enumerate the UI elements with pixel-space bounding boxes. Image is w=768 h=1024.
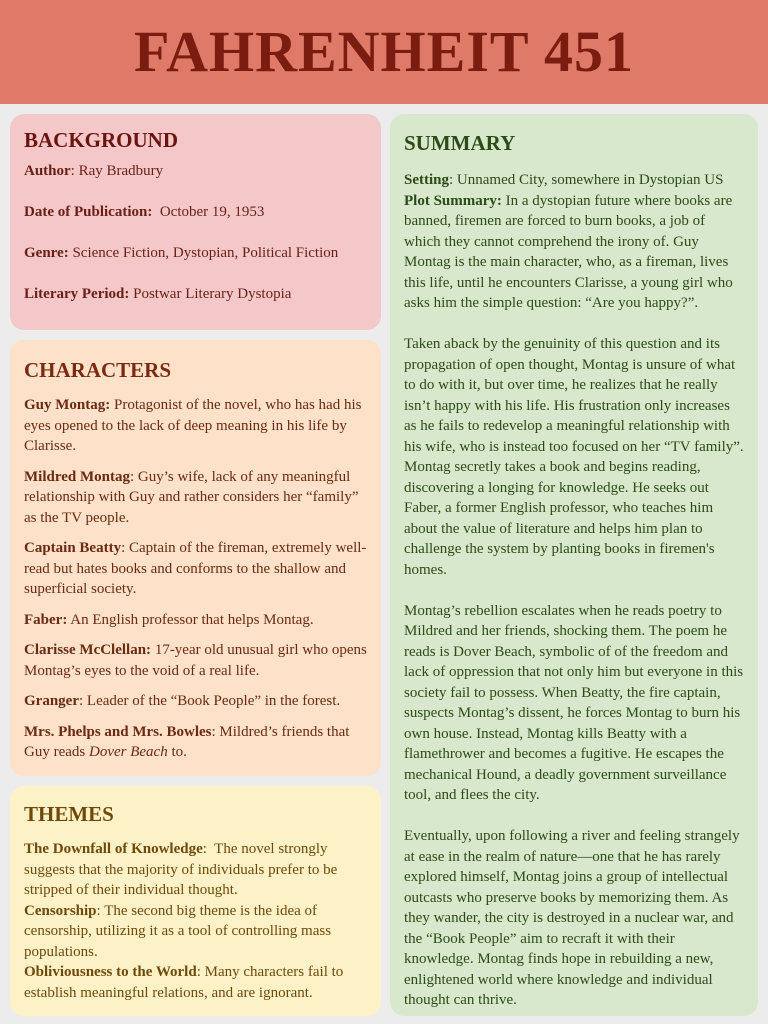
summary-panel [390, 114, 758, 1016]
character-faber: Faber: An English professor that helps Montag. [24, 611, 314, 628]
themes-heading: THEMES [24, 802, 114, 826]
summary-paragraph: Montag’s rebellion escalates when he reads poetry to Mildred and her friends, shocking them. The poem he reads is Dover Beach, symbolic of of the freedom and lack of oppression that not only him but everyone in this society fail to possess. When Beatty, the fire captain, suspects Montag’s dissent, he forces Montag to burn his own house. Instead, Montag kills Beatty with a flamethrower and becomes a fugitive. He escapes the mechanical Hound, a deadly government surveillance tool, and flees the city. [404, 602, 744, 803]
background-item-genre: Genre: Science Fiction, Dystopian, Political Fiction [24, 245, 339, 261]
character-clarisse: Clarisse McClellan: 17-year old unusual girl who opens Montag’s eyes to the void of a real life. [24, 642, 367, 679]
summary-heading: SUMMARY [404, 131, 516, 155]
background-item-period: Literary Period: Postwar Literary Dystopia [24, 286, 292, 302]
page-title: FAHRENHEIT 451 [133, 19, 635, 84]
summary-paragraph: Eventually, upon following a river and feeling strangely at ease in the realm of nature—one that he has rarely explored himself, Montag joins a group of intellectual outcasts who preserve books by memorizing them. As they wander, the city is destroyed in a nuclear war, and the “Book People” aim to recraft it with their knowledge. Montag finds hope in rebuilding a new, enlightened world where knowledge and individual thought can thrive. [404, 828, 740, 1008]
character-mildred-montag: Mildred Montag: Guy’s wife, lack of any meaningful relationship with Guy and rather considers her “family” as the TV people. [24, 468, 359, 526]
summary-plot: Plot Summary: In a dystopian future where books are banned, firemen are forced to burn books, a job of which they cannot comprehend the irony of. Guy Montag is the main character, who, as a fireman, lives this life, until he encounters Clarisse, a young girl who asks him the simple question: “Are you happy?”. [404, 192, 733, 311]
summary-setting: Setting: Unnamed City, somewhere in Dystopian US [404, 172, 724, 188]
theme-obliviousness: Obliviousness to the World: Many characters fail to establish meaningful relations, and are ignorant. [24, 964, 344, 1001]
characters-heading: CHARACTERS [24, 358, 172, 382]
character-guy-montag: Guy Montag: Protagonist of the novel, who has had his eyes opened to the lack of deep meaning in his life by Clarisse. [24, 397, 362, 454]
background-panel [10, 114, 381, 330]
background-heading: BACKGROUND [24, 128, 179, 152]
character-granger: Granger: Leader of the “Book People” in the forest. [24, 693, 341, 709]
character-phelps-bowles: Mrs. Phelps and Mrs. Bowles: Mildred’s friends that Guy reads Dover Beach to. [24, 723, 350, 760]
background-item-date: Date of Publication: October 19, 1953 [24, 204, 265, 220]
background-item-author: Author: Ray Bradbury [24, 163, 164, 179]
characters-panel [10, 340, 381, 776]
title-banner [0, 0, 768, 104]
character-captain-beatty: Captain Beatty: Captain of the fireman, extremely well-read but hates books and conforms to the shallow and superficial society. [24, 540, 367, 597]
theme-downfall-of-knowledge: The Downfall of Knowledge: The novel strongly suggests that the majority of individuals prefer to be stripped of their individual thought. [24, 841, 338, 898]
theme-censorship: Censorship: The second big theme is the idea of censorship, utilizing it as a tool of controlling mass populations. [24, 902, 332, 960]
summary-paragraph: Taken aback by the genuinity of this question and its propagation of open thought, Montag is unsure of what to do with it, but over time, he realizes that he really isn’t happy with his life. His frustration only increases as he fails to redevelop a meaningful relationship with his wife, who is instead too focused on her “TV family”. Montag secretly takes a book and begins reading, discovering a longing for knowledge. He seeks out Faber, a former English professor, who teaches him about the value of literature and helps him plan to challenge the system by planting books in firemen's homes. [404, 336, 744, 578]
themes-panel [10, 786, 381, 1016]
